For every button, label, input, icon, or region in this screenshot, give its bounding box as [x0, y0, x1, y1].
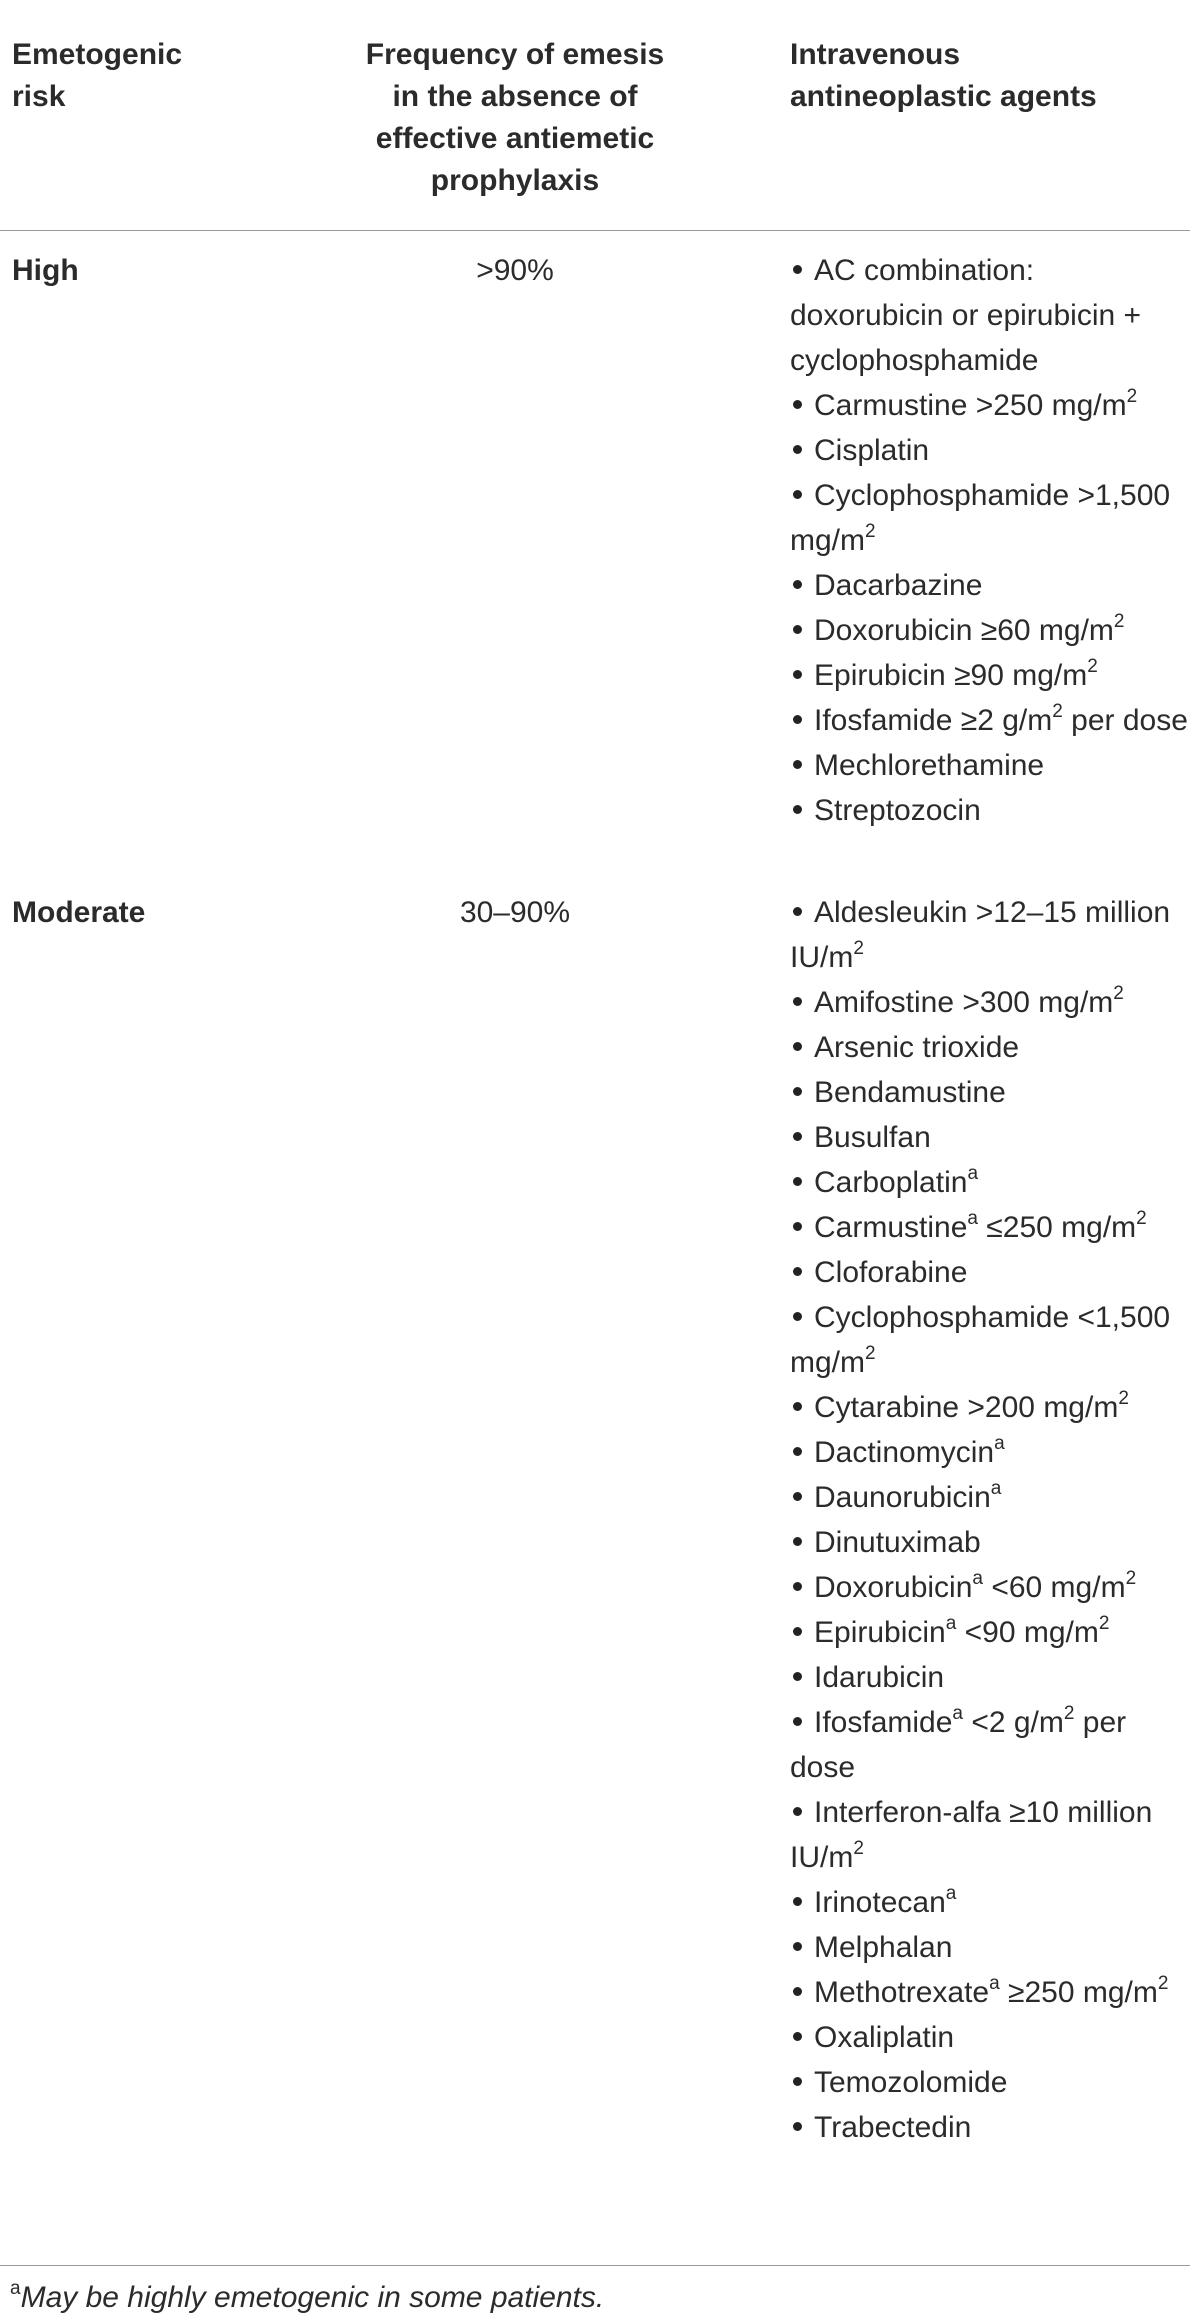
agent-item — [790, 383, 1195, 428]
bullet-icon — [793, 907, 802, 916]
agent-text: Methotrexate — [814, 1976, 990, 2009]
agent-superscript: a — [967, 1163, 979, 1184]
agent-text: Trabectedin — [814, 2111, 972, 2144]
bullet-icon — [793, 2077, 802, 2086]
footnote-mark: a — [10, 2278, 21, 2299]
agent-superscript: a — [945, 1883, 957, 1904]
agent-text: Epirubicin — [814, 1616, 946, 1649]
header-line: Intravenous — [790, 38, 961, 71]
footnote — [10, 2278, 604, 2318]
agent-text: Ifosfamide — [814, 1706, 953, 1739]
bullet-icon — [793, 1897, 802, 1906]
bullet-icon — [793, 805, 802, 814]
agent-text: <90 mg/m — [956, 1616, 1099, 1649]
bullet-icon — [793, 1537, 802, 1546]
agent-text: Ifosfamide ≥2 g/m — [814, 704, 1053, 737]
row-moderate-agents-list — [790, 890, 1195, 2150]
agent-text: <60 mg/m — [983, 1571, 1126, 1604]
agent-superscript: 2 — [865, 521, 876, 542]
bullet-icon — [793, 1717, 802, 1726]
agent-item — [790, 980, 1195, 1025]
bullet-icon — [793, 1042, 802, 1051]
bullet-icon — [793, 1402, 802, 1411]
agent-text: Dacarbazine — [814, 569, 983, 602]
bullet-icon — [793, 1492, 802, 1501]
header-line: Emetogenic — [12, 38, 183, 71]
header-line: effective antiemetic — [375, 122, 655, 155]
bullet-icon — [793, 670, 802, 679]
agent-item — [790, 1385, 1195, 1430]
agent-text: per dose — [790, 1706, 1127, 1784]
bullet-icon — [793, 1672, 802, 1681]
agent-superscript: 2 — [1087, 656, 1098, 677]
agent-text: Interferon-alfa ≥10 million IU/m — [790, 1796, 1153, 1874]
agent-superscript: 2 — [1052, 701, 1063, 722]
agent-text: Carboplatin — [814, 1166, 968, 1199]
agent-item — [790, 1925, 1195, 1970]
header-emetogenic-risk — [12, 34, 182, 118]
agent-text: Epirubicin ≥90 mg/m — [814, 659, 1088, 692]
agent-item — [790, 1700, 1195, 1790]
agent-text: Dinutuximab — [814, 1526, 981, 1559]
agent-item — [790, 2105, 1195, 2150]
agent-superscript: a — [952, 1703, 963, 1724]
agent-superscript: 2 — [1125, 1568, 1137, 1589]
header-line: risk — [12, 80, 66, 113]
footer-divider — [0, 2265, 1190, 2266]
agent-item — [790, 1070, 1195, 1115]
header-agents — [790, 34, 1097, 118]
bullet-icon — [793, 1447, 802, 1456]
bullet-icon — [793, 580, 802, 589]
agent-item — [790, 1160, 1195, 1205]
agent-item — [790, 1250, 1195, 1295]
agent-item — [790, 1520, 1195, 1565]
agent-superscript: 2 — [1063, 1703, 1075, 1724]
agent-text: Cisplatin — [814, 434, 930, 467]
agent-text: Aldesleukin >12–15 million IU/m — [790, 896, 1171, 974]
agent-superscript: 2 — [865, 1343, 876, 1364]
footnote-text: May be highly emetogenic in some patients. — [20, 2281, 605, 2314]
agent-text: Doxorubicin — [814, 1571, 973, 1604]
agent-text: Daunorubicin — [814, 1481, 991, 1514]
agent-item — [790, 1475, 1195, 1520]
header-frequency — [340, 34, 690, 202]
agent-item — [790, 2015, 1195, 2060]
agent-item — [790, 698, 1195, 743]
agent-item — [790, 1025, 1195, 1070]
row-high-risk: High — [12, 254, 79, 287]
agent-text: AC combination: doxorubicin or epirubicin + cyclophosphamide — [790, 254, 1142, 377]
agent-text: Cytarabine >200 mg/m — [814, 1391, 1119, 1424]
bullet-icon — [793, 715, 802, 724]
agent-text: <2 g/m — [962, 1706, 1064, 1739]
agent-item — [790, 248, 1195, 383]
agent-superscript: 2 — [1126, 386, 1138, 407]
header-line: Frequency of emesis — [365, 38, 665, 71]
agent-text: Arsenic trioxide — [814, 1031, 1020, 1064]
agent-item — [790, 1970, 1195, 2015]
row-high-frequency: >90% — [476, 254, 554, 287]
agent-text: per dose — [1062, 704, 1188, 737]
agent-text: Cloforabine — [814, 1256, 968, 1289]
agent-superscript: a — [972, 1568, 983, 1589]
agent-item — [790, 473, 1195, 563]
agent-superscript: 2 — [1118, 1388, 1129, 1409]
agent-text: Amifostine >300 mg/m — [814, 986, 1114, 1019]
agent-item — [790, 743, 1195, 788]
bullet-icon — [793, 445, 802, 454]
agent-item — [790, 1430, 1195, 1475]
agent-superscript: 2 — [853, 938, 864, 959]
header-line: prophylaxis — [430, 164, 600, 197]
bullet-icon — [793, 2032, 802, 2041]
bullet-icon — [793, 1807, 802, 1816]
agent-superscript: a — [990, 1478, 1002, 1499]
agent-superscript: a — [994, 1433, 1005, 1454]
agent-text: Irinotecan — [814, 1886, 946, 1919]
agent-superscript: 2 — [1113, 983, 1124, 1004]
agent-superscript: 2 — [1136, 1208, 1147, 1229]
bullet-icon — [793, 1177, 802, 1186]
bullet-icon — [793, 1132, 802, 1141]
agent-item — [790, 1295, 1195, 1385]
header-divider — [0, 230, 1190, 231]
agent-item — [790, 1610, 1195, 1655]
agent-text: Cyclophosphamide >1,500 mg/m — [790, 479, 1171, 557]
row-moderate-risk: Moderate — [12, 896, 146, 929]
agent-item — [790, 1565, 1195, 1610]
agent-item — [790, 2060, 1195, 2105]
agent-item — [790, 1655, 1195, 1700]
agent-text: Carmustine >250 mg/m — [814, 389, 1127, 422]
agent-text: ≤250 mg/m — [977, 1211, 1137, 1244]
agent-item — [790, 1790, 1195, 1880]
agent-text: Dactinomycin — [814, 1436, 995, 1469]
agent-text: Idarubicin — [814, 1661, 945, 1694]
bullet-icon — [793, 1627, 802, 1636]
agent-text: ≥250 mg/m — [999, 1976, 1158, 2009]
agent-superscript: a — [967, 1208, 978, 1229]
bullet-icon — [793, 1267, 802, 1276]
agent-item — [790, 653, 1195, 698]
bullet-icon — [793, 1987, 802, 1996]
agent-item — [790, 608, 1195, 653]
agent-superscript: 2 — [1157, 1973, 1169, 1994]
agent-item — [790, 563, 1195, 608]
agent-text: Temozolomide — [814, 2066, 1008, 2099]
bullet-icon — [793, 997, 802, 1006]
header-line: antineoplastic agents — [790, 80, 1097, 113]
bullet-icon — [793, 490, 802, 499]
agent-text: Busulfan — [814, 1121, 931, 1154]
agent-item — [790, 890, 1195, 980]
agent-superscript: 2 — [853, 1838, 864, 1859]
agent-text: Oxaliplatin — [814, 2021, 955, 2054]
agent-text: Carmustine — [814, 1211, 968, 1244]
bullet-icon — [793, 1222, 802, 1231]
agent-text: Cyclophosphamide <1,500 mg/m — [790, 1301, 1171, 1379]
bullet-icon — [793, 1312, 802, 1321]
agent-item — [790, 788, 1195, 833]
agent-item — [790, 1880, 1195, 1925]
agent-superscript: 2 — [1098, 1613, 1110, 1634]
agent-item — [790, 1205, 1195, 1250]
bullet-icon — [793, 400, 802, 409]
bullet-icon — [793, 2122, 802, 2131]
bullet-icon — [793, 265, 802, 274]
row-moderate-frequency: 30–90% — [459, 896, 571, 929]
bullet-icon — [793, 1942, 802, 1951]
bullet-icon — [793, 625, 802, 634]
row-high-agents-list — [790, 248, 1195, 833]
agent-text: Doxorubicin ≥60 mg/m — [814, 614, 1114, 647]
header-line: in the absence of — [392, 80, 638, 113]
bullet-icon — [793, 1582, 802, 1591]
bullet-icon — [793, 1087, 802, 1096]
agent-item — [790, 428, 1195, 473]
agent-text: Streptozocin — [814, 794, 981, 827]
agent-text: Bendamustine — [814, 1076, 1006, 1109]
agent-superscript: a — [989, 1973, 1000, 1994]
agent-superscript: 2 — [1113, 611, 1125, 632]
agent-item — [790, 1115, 1195, 1160]
agent-text: Mechlorethamine — [814, 749, 1045, 782]
agent-text: Melphalan — [814, 1931, 953, 1964]
bullet-icon — [793, 760, 802, 769]
agent-superscript: a — [945, 1613, 957, 1634]
